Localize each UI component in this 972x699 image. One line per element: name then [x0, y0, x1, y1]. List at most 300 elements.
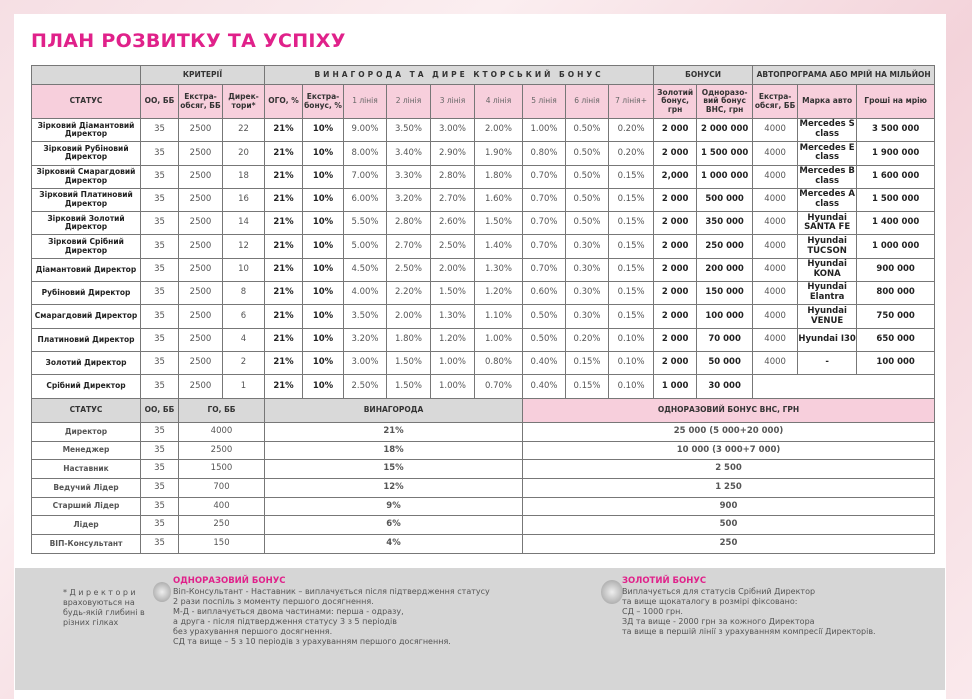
table-cell: 4 — [223, 328, 265, 351]
table-cell: 35 — [141, 235, 179, 258]
table-cell: 4000 — [753, 258, 798, 281]
note-line: 2 рази поспіль з моменту першого досягнення. — [173, 597, 374, 606]
table-cell: 500 — [523, 516, 935, 535]
table-cell: 2500 — [179, 142, 223, 165]
table-cell: 0.40% — [523, 375, 566, 398]
table-cell: 1.80% — [387, 328, 431, 351]
main-plan-table — [31, 65, 935, 399]
table-cell: 0.40% — [523, 351, 566, 374]
table-cell: 9% — [265, 497, 523, 516]
table-cell: Зірковий Діамантовий Директор — [32, 119, 141, 142]
table-cell: 1 600 000 — [857, 165, 935, 188]
table-cell: 21% — [265, 423, 523, 442]
table-cell: 1.20% — [431, 328, 475, 351]
note-line: та вище щокаталогу в розмірі фіксовано: — [622, 597, 798, 606]
table-cell: 50 000 — [697, 351, 753, 374]
table-row — [32, 497, 935, 516]
table-cell: 4.50% — [344, 258, 387, 281]
table-cell: 400 — [179, 497, 265, 516]
table-cell: 0.20% — [609, 142, 654, 165]
table-cell: 0.10% — [609, 375, 654, 398]
table-cell: Зірковий Смарагдовий Директор — [32, 165, 141, 188]
table-cell: 35 — [141, 328, 179, 351]
table-cell: Наставник — [32, 460, 141, 479]
table-row — [32, 375, 935, 398]
table-cell: 2 000 — [654, 235, 697, 258]
table-cell: 1.10% — [475, 305, 523, 328]
table-cell: 22 — [223, 119, 265, 142]
table-cell: 3.20% — [344, 328, 387, 351]
column-header: ОГО, % — [265, 85, 303, 119]
table-cell: 3.50% — [387, 119, 431, 142]
table-cell: Hyundai Elantra — [798, 282, 857, 305]
table-cell: 2500 — [179, 441, 265, 460]
table-row — [32, 351, 935, 374]
note-line: М-Д - виплачується двома частинами: перша - одразу, — [173, 607, 404, 616]
table-cell: 21% — [265, 328, 303, 351]
table-cell: 35 — [141, 441, 179, 460]
table-cell: 0.20% — [566, 328, 609, 351]
table-cell: 21% — [265, 188, 303, 211]
table-cell: 8.00% — [344, 142, 387, 165]
table-cell: 21% — [265, 282, 303, 305]
table-cell: 2.90% — [431, 142, 475, 165]
table-cell — [753, 375, 935, 398]
table-cell: 2500 — [179, 235, 223, 258]
table-cell: 1 500 000 — [697, 142, 753, 165]
table-cell: 25 000 (5 000+20 000) — [523, 423, 935, 442]
note-line: Виплачується для статусів Срібний Директор — [622, 587, 816, 596]
note-line: а друга - після підтвердження статусу 3 з 5 періодів — [173, 617, 397, 626]
table-row — [32, 441, 935, 460]
table-cell: Hyundai KONA — [798, 258, 857, 281]
table-cell: 1 — [223, 375, 265, 398]
table-cell: Платиновий Директор — [32, 328, 141, 351]
table-cell: 1.20% — [475, 282, 523, 305]
table-cell: 35 — [141, 119, 179, 142]
table-cell: 1 000 000 — [857, 235, 935, 258]
table-row — [32, 235, 935, 258]
table-cell: 0.15% — [609, 165, 654, 188]
table-cell: 0.20% — [609, 119, 654, 142]
table-cell: 10% — [303, 235, 344, 258]
table-cell: 0.70% — [523, 235, 566, 258]
table-cell: 2 000 — [654, 328, 697, 351]
table-cell: 4000 — [753, 235, 798, 258]
table-cell: 700 — [179, 479, 265, 498]
table-cell: 0.10% — [609, 328, 654, 351]
table-cell: 1.50% — [387, 351, 431, 374]
table-cell: Діамантовий Директор — [32, 258, 141, 281]
status-table — [31, 398, 935, 554]
table-cell: 10% — [303, 165, 344, 188]
table-cell: 350 000 — [697, 212, 753, 235]
table-cell: Mercedes E class — [798, 142, 857, 165]
table-cell: 2500 — [179, 119, 223, 142]
note-line: СД та вище – 5 з 10 періодів з урахуванням першого досягнення. — [173, 637, 451, 646]
table-cell: 21% — [265, 375, 303, 398]
table-cell: 35 — [141, 535, 179, 554]
table-cell: 100 000 — [697, 305, 753, 328]
table-cell: 3.00% — [431, 119, 475, 142]
table-cell: 10% — [303, 305, 344, 328]
table-cell: 2.80% — [431, 165, 475, 188]
table-cell: 0.70% — [523, 165, 566, 188]
table-cell: 2 — [223, 351, 265, 374]
table-cell: Зірковий Рубіновий Директор — [32, 142, 141, 165]
table-cell: 35 — [141, 351, 179, 374]
note-line: та вище в першій лінії з урахуванням компресії Директорів. — [622, 627, 876, 636]
table-cell: 100 000 — [857, 351, 935, 374]
table-cell: 2.70% — [431, 188, 475, 211]
table-cell: 0.50% — [566, 165, 609, 188]
table-cell: 21% — [265, 305, 303, 328]
table-cell: 10% — [303, 328, 344, 351]
page-title: ПЛАН РОЗВИТКУ ТА УСПІХУ — [31, 30, 346, 52]
table-cell: 2500 — [179, 282, 223, 305]
table-cell: 14 — [223, 212, 265, 235]
table-row — [32, 328, 935, 351]
table-cell: 2.60% — [431, 212, 475, 235]
table-cell: 1 000 000 — [697, 165, 753, 188]
table-cell: Менеджер — [32, 441, 141, 460]
table-cell: 4000 — [753, 188, 798, 211]
table-cell: 3.30% — [387, 165, 431, 188]
table-cell: Hyundai TUCSON — [798, 235, 857, 258]
column-header: 4 лінія — [475, 85, 523, 119]
note-line: ЗД та вище - 2000 грн за кожного Директора — [622, 617, 815, 626]
table-cell: Срібний Директор — [32, 375, 141, 398]
column-header: 1 лінія — [344, 85, 387, 119]
table-cell: 3.00% — [344, 351, 387, 374]
table-cell: Директор — [32, 423, 141, 442]
table-cell: Hyundai I30 — [798, 328, 857, 351]
table-cell: 1.50% — [475, 212, 523, 235]
table-row — [32, 535, 935, 554]
table-cell: 500 000 — [697, 188, 753, 211]
table-cell: 15% — [265, 460, 523, 479]
column-header: Екстра-обсяг, ББ — [179, 85, 223, 119]
column-header: ОДНОРАЗОВИЙ БОНУС ВНС, ГРН — [523, 399, 935, 423]
table-cell: 1.00% — [475, 328, 523, 351]
table-cell: 35 — [141, 497, 179, 516]
column-header: 2 лінія — [387, 85, 431, 119]
table-cell: 35 — [141, 460, 179, 479]
table-cell: Золотий Директор — [32, 351, 141, 374]
table-cell: 1.00% — [431, 351, 475, 374]
table-cell: 21% — [265, 119, 303, 142]
header-reward: ВИНАГОРОДА ТА ДИРЕ КТОРСЬКИЙ БОНУС — [265, 66, 654, 85]
table-cell: 750 000 — [857, 305, 935, 328]
table-cell: 2 000 — [654, 351, 697, 374]
coins-stack-icon — [601, 580, 623, 604]
table-cell: Зірковий Золотий Директор — [32, 212, 141, 235]
table-cell: 10% — [303, 188, 344, 211]
column-header: Гроші на мрію — [857, 85, 935, 119]
table-row — [32, 119, 935, 142]
table-cell: 2500 — [179, 305, 223, 328]
table-cell: 0.15% — [566, 375, 609, 398]
table-cell: 1.00% — [431, 375, 475, 398]
table-row — [32, 258, 935, 281]
column-header: ГО, ББ — [179, 399, 265, 423]
table-cell: 10 — [223, 258, 265, 281]
footer-notes — [15, 568, 945, 690]
table-cell: 0.50% — [566, 212, 609, 235]
table-row — [32, 305, 935, 328]
table-cell: 35 — [141, 212, 179, 235]
header-auto: АВТОПРОГРАМА АБО МРІЙ НА МІЛЬЙОН — [753, 66, 935, 85]
table-cell: 1 000 — [654, 375, 697, 398]
table-cell: 2 000 — [654, 188, 697, 211]
table-cell: 0.80% — [475, 351, 523, 374]
header-criteria: КРИТЕРІЇ — [141, 66, 265, 85]
table-cell: 35 — [141, 282, 179, 305]
table-cell: 1.30% — [475, 258, 523, 281]
column-header: ОО, ББ — [141, 85, 179, 119]
table-cell: 0.70% — [523, 258, 566, 281]
table-cell: 2500 — [179, 258, 223, 281]
table-cell: 10% — [303, 375, 344, 398]
table-cell: 30 000 — [697, 375, 753, 398]
table-cell: Старший Лідер — [32, 497, 141, 516]
table-cell: 1.80% — [475, 165, 523, 188]
table-cell: 10% — [303, 119, 344, 142]
column-header: 7 лінія+ — [609, 85, 654, 119]
table-cell: 2500 — [179, 188, 223, 211]
table-cell: 35 — [141, 305, 179, 328]
table-cell: 1 400 000 — [857, 212, 935, 235]
table-cell: 900 — [523, 497, 935, 516]
table-cell: 35 — [141, 423, 179, 442]
table-cell: 2500 — [179, 165, 223, 188]
gold-bonus-note: ЗОЛОТИЙ БОНУС Виплачується для статусів Срібний Директор та вище щокаталогу в розмірі фіксовано: СД – 1000 грн. ЗД та вище - 2000 грн за кожного Директора та вище в першій лінії з урахуванням компресії Директорів. — [622, 576, 876, 636]
table-cell: 70 000 — [697, 328, 753, 351]
table-cell: Hyundai SANTA FE — [798, 212, 857, 235]
table-cell: 5.00% — [344, 235, 387, 258]
table-cell: 2 000 000 — [697, 119, 753, 142]
table-cell: 2 000 — [654, 212, 697, 235]
table-cell: 0.50% — [523, 328, 566, 351]
table-cell: 900 000 — [857, 258, 935, 281]
column-header: Золотий бонус, грн — [654, 85, 697, 119]
table-cell: 1.30% — [431, 305, 475, 328]
table-cell: 8 — [223, 282, 265, 305]
table-row — [32, 423, 935, 442]
table-cell: 10 000 (3 000+7 000) — [523, 441, 935, 460]
table-cell: 10% — [303, 142, 344, 165]
table-cell: 1.50% — [387, 375, 431, 398]
table-cell: 0.15% — [609, 305, 654, 328]
table-cell: 2.00% — [475, 119, 523, 142]
table-cell: 2 000 — [654, 282, 697, 305]
table-cell: 6.00% — [344, 188, 387, 211]
table-cell: 4000 — [753, 282, 798, 305]
table-cell: 21% — [265, 351, 303, 374]
table-cell: 1.60% — [475, 188, 523, 211]
table-cell: 35 — [141, 258, 179, 281]
table-cell: 1 500 000 — [857, 188, 935, 211]
column-header: СТАТУС — [32, 85, 141, 119]
column-header: 3 лінія — [431, 85, 475, 119]
column-header: 5 лінія — [523, 85, 566, 119]
table-cell: 2.80% — [387, 212, 431, 235]
table-cell: 21% — [265, 165, 303, 188]
column-header: Екстра-обсяг, ББ — [753, 85, 798, 119]
table-cell: 10% — [303, 351, 344, 374]
table-cell: 150 000 — [697, 282, 753, 305]
table-cell: Mercedes B class — [798, 165, 857, 188]
table-cell: 0.15% — [609, 188, 654, 211]
table-cell: 2 000 — [654, 305, 697, 328]
coins-icon — [153, 582, 171, 602]
table-cell: 800 000 — [857, 282, 935, 305]
table-cell: 1500 — [179, 460, 265, 479]
table-cell: 16 — [223, 188, 265, 211]
table-cell: 0.80% — [523, 142, 566, 165]
table-cell: 2,000 — [654, 165, 697, 188]
table-cell: 1.50% — [431, 282, 475, 305]
table-cell: 0.15% — [609, 258, 654, 281]
table-cell: 10% — [303, 212, 344, 235]
table-cell: 250 — [523, 535, 935, 554]
table-cell: 1.40% — [475, 235, 523, 258]
table-cell: 2.70% — [387, 235, 431, 258]
table-row — [32, 516, 935, 535]
table-cell: 0.50% — [523, 305, 566, 328]
column-header: Дирек-тори* — [223, 85, 265, 119]
table-cell: 20 — [223, 142, 265, 165]
table-row — [32, 479, 935, 498]
column-header: Марка авто — [798, 85, 857, 119]
table-row — [32, 282, 935, 305]
table-row — [32, 212, 935, 235]
table-cell: 6% — [265, 516, 523, 535]
table-cell: 2500 — [179, 328, 223, 351]
table-cell: 4000 — [753, 305, 798, 328]
table-cell: 4% — [265, 535, 523, 554]
table-cell: 2 000 — [654, 258, 697, 281]
table-cell: 35 — [141, 188, 179, 211]
table-cell: 0.70% — [523, 212, 566, 235]
table-row — [32, 460, 935, 479]
table-cell: 4000 — [179, 423, 265, 442]
table-cell: 3.20% — [387, 188, 431, 211]
table-cell: Hyundai VENUE — [798, 305, 857, 328]
table-cell: 4000 — [753, 212, 798, 235]
table-cell: 2 000 — [654, 142, 697, 165]
table-cell: 6 — [223, 305, 265, 328]
table-cell: 200 000 — [697, 258, 753, 281]
header-bonuses: БОНУСИ — [654, 66, 753, 85]
table-cell: 35 — [141, 516, 179, 535]
table-cell: 4000 — [753, 142, 798, 165]
directors-footnote: *Директори враховуються на будь-якій глибині в різних гілках — [63, 588, 145, 627]
table-cell: 2500 — [179, 212, 223, 235]
column-header: ВИНАГОРОДА — [265, 399, 523, 423]
table-cell: 0.60% — [523, 282, 566, 305]
table-cell: 12% — [265, 479, 523, 498]
table-row — [32, 142, 935, 165]
table-cell: 2 500 — [523, 460, 935, 479]
table-cell: 4000 — [753, 328, 798, 351]
table-cell: 18 — [223, 165, 265, 188]
table-cell: Лідер — [32, 516, 141, 535]
table-cell: 2.00% — [387, 305, 431, 328]
column-header: Одноразо-вий бонус ВНС, грн — [697, 85, 753, 119]
table-row — [32, 188, 935, 211]
table-cell: 250 — [179, 516, 265, 535]
table-cell: 250 000 — [697, 235, 753, 258]
table-cell: 0.50% — [566, 188, 609, 211]
table-cell: 1 900 000 — [857, 142, 935, 165]
table-cell: 0.15% — [609, 235, 654, 258]
table-cell: 2.50% — [344, 375, 387, 398]
table-cell: Ведучий Лідер — [32, 479, 141, 498]
header-blank — [32, 66, 141, 85]
table-cell: 21% — [265, 142, 303, 165]
table-cell: 4000 — [753, 351, 798, 374]
table-cell: 35 — [141, 165, 179, 188]
table-cell: 2.20% — [387, 282, 431, 305]
table-cell: 0.10% — [609, 351, 654, 374]
table-cell: Mercedes A class — [798, 188, 857, 211]
table-cell: 35 — [141, 375, 179, 398]
table-cell: 1.00% — [523, 119, 566, 142]
column-header: СТАТУС — [32, 399, 141, 423]
table-cell: 0.30% — [566, 235, 609, 258]
table-cell: 4000 — [753, 165, 798, 188]
table-cell: 1 250 — [523, 479, 935, 498]
table-cell: 2.50% — [387, 258, 431, 281]
table-row — [32, 165, 935, 188]
table-cell: 12 — [223, 235, 265, 258]
table-cell: 0.15% — [566, 351, 609, 374]
one-time-bonus-note: ОДНОРАЗОВИЙ БОНУС Віп-Консультант - Наставник – виплачується після підтвердження статусу 2 рази поспіль з моменту першого досягнення. М-Д - виплачується двома частинами: перша - одразу, а друга - після підтвердження статусу 3 з 5 періодів без урахування першого досягнення. СД та вище – 5 з 10 періодів з урахуванням першого досягнення. — [173, 576, 490, 646]
note-line: без урахування першого досягнення. — [173, 627, 333, 636]
table-cell: 0.70% — [475, 375, 523, 398]
column-header: 6 лінія — [566, 85, 609, 119]
table-cell: 650 000 — [857, 328, 935, 351]
table-cell: 1.90% — [475, 142, 523, 165]
table-cell: 5.50% — [344, 212, 387, 235]
table-cell: 35 — [141, 479, 179, 498]
note-line: Віп-Консультант - Наставник – виплачується після підтвердження статусу — [173, 587, 490, 596]
table-cell: Зірковий Срібний Директор — [32, 235, 141, 258]
table-cell: 2.00% — [431, 258, 475, 281]
table-cell: 21% — [265, 212, 303, 235]
table-cell: 4000 — [753, 119, 798, 142]
table-cell: Зірковий Платиновий Директор — [32, 188, 141, 211]
table-cell: 21% — [265, 258, 303, 281]
table-cell: 7.00% — [344, 165, 387, 188]
table-cell: 3.50% — [344, 305, 387, 328]
table-cell: 4.00% — [344, 282, 387, 305]
table-cell: 2500 — [179, 375, 223, 398]
table-cell: 9.00% — [344, 119, 387, 142]
table-cell: 0.15% — [609, 282, 654, 305]
table-cell: 2 000 — [654, 119, 697, 142]
table-cell: Смарагдовий Директор — [32, 305, 141, 328]
table-cell: 10% — [303, 258, 344, 281]
table-cell: 21% — [265, 235, 303, 258]
table-cell: 2500 — [179, 351, 223, 374]
table-cell: 10% — [303, 282, 344, 305]
table-cell: Рубіновий Директор — [32, 282, 141, 305]
table-cell: 0.50% — [566, 142, 609, 165]
table-cell: 2.50% — [431, 235, 475, 258]
note-line: СД – 1000 грн. — [622, 607, 683, 616]
